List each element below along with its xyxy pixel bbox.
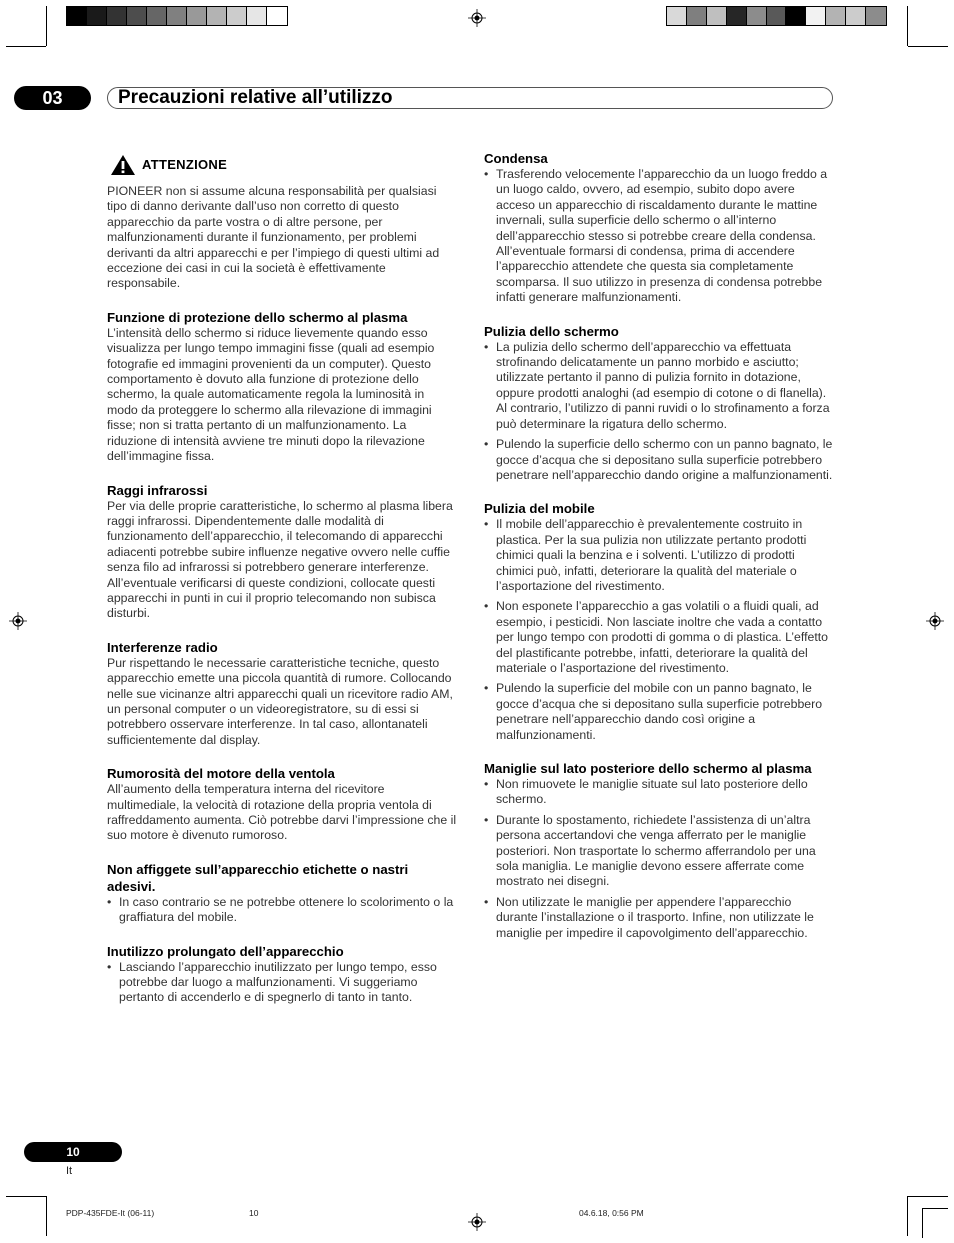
color-swatch bbox=[767, 7, 787, 25]
color-swatch bbox=[187, 7, 207, 25]
color-calibration-bar-right bbox=[666, 6, 887, 26]
list-item: • Lasciando l’apparecchio inutilizzato per lungo tempo, esso potrebbe dar luogo a malfunzionamenti. Vi suggeriamo pertanto di accenderlo e di spegnerlo di tanto in tanto. bbox=[107, 960, 457, 1006]
section-title: Non affiggete sull’apparecchio etichette o nastri adesivi. bbox=[107, 861, 409, 894]
left-column bbox=[107, 150, 457, 1023]
color-swatch bbox=[826, 7, 846, 25]
color-swatch bbox=[727, 7, 747, 25]
section-text: Per via delle proprie caratteristiche, lo schermo al plasma libera raggi infrarossi. Dipendentemente dalle modalità di funzionamento dell’apparecchio, il telecomando di apparecchi adiacenti potrebbe subire influenze negative ovvero nelle cuffie senza filo ad infrarossi si potrebbero generare interferenze. All’eventuale verificarsi di queste condizioni, collocate questi apparecchi in punti in cui il proprio telecomando non subisca disturbi. bbox=[107, 498, 453, 621]
list-item: • Il mobile dell’apparecchio è prevalentemente costruito in plastica. Per la sua pulizia non utilizzate pertanto prodotti chimici quali la benzina e i solventi. L’utilizzo di prodotti chimici può, infatti, deteriorare la qualità del materiale o l’asportazione del rivestimento. bbox=[484, 517, 834, 594]
registration-mark-icon bbox=[9, 612, 27, 630]
color-swatch bbox=[267, 7, 287, 25]
page-number-badge: 10 bbox=[24, 1142, 122, 1162]
crop-mark bbox=[46, 1196, 47, 1236]
crop-mark bbox=[907, 1196, 908, 1236]
section-radio-interference bbox=[107, 639, 457, 748]
section-screen-cleaning bbox=[484, 323, 834, 484]
section-handles bbox=[484, 760, 834, 941]
right-column bbox=[484, 150, 834, 958]
color-swatch bbox=[67, 7, 87, 25]
list-item: • Trasferendo velocemente l’apparecchio da un luogo freddo a un luogo caldo, ovvero, ad esempio, subito dopo avere acceso un apparecchio di riscaldamento durante le mattine invernali, sulla superficie dello schermo o all’interno dell’apparecchio stesso si potrebbe creare della condensa. All’eventuale formarsi di condensa, prima di accendere l’apparecchio attendete che questa sia completamente scomparsa. Il suo utilizzo in presenza di condensa potrebbe infatti generare malfunzionamenti. bbox=[484, 167, 834, 306]
print-timestamp: 04.6.18, 0:56 PM bbox=[579, 1208, 644, 1218]
section-text: L’intensità dello schermo si riduce lievemente quando esso visualizza per lungo tempo immagini fisse (quali ad esempio fotografie ed immagini provenienti da un computer). Questo comportamento è dovuto alla funzione di protezione dello schermo, la quale automaticamente regola la luminosità in modo da proteggere lo schermo alla rilevazione di immagini fisse; non si tratta pertanto di un malfunzionamento. La riduzione di intensità avviene tre minuti dopo la rilevazione dell’immagine fissa. bbox=[107, 325, 435, 464]
crop-mark bbox=[908, 1196, 948, 1197]
color-swatch bbox=[87, 7, 107, 25]
crop-mark bbox=[907, 6, 908, 46]
file-page-number: 10 bbox=[249, 1208, 259, 1218]
section-fan-noise bbox=[107, 765, 457, 844]
language-code: It bbox=[66, 1165, 73, 1177]
crop-mark bbox=[908, 46, 948, 47]
color-swatch bbox=[227, 7, 247, 25]
section-text: Pur rispettando le necessarie caratteristiche tecniche, questo apparecchio emette una piccola quantità di rumore. Collocando nelle sue vicinanze altri apparecchi quali un ricevitore radio AM, un personal computer o un videoregistratore, su di essi si potrebbero osservare interferenze. In tal caso, allontanateli sufficientemente dal display. bbox=[107, 655, 453, 747]
list-item: • Non utilizzate le maniglie per appendere l’apparecchio durante l’installazione o il trasporto. Infine, non utilizzate le maniglie per impedire il capovolgimento dell’apparecchio. bbox=[484, 895, 834, 941]
section-title: Interferenze radio bbox=[107, 639, 218, 655]
section-stickers bbox=[107, 861, 457, 926]
warning-triangle-icon bbox=[110, 154, 136, 176]
crop-mark bbox=[6, 1196, 46, 1197]
warning-text: PIONEER non si assume alcuna responsabilità per qualsiasi tipo di danno derivante dall’uso non corretto di questo apparecchio da parte vostra o di altre persone, per malfunzionamenti durante il funzionamento, per problemi derivanti da altri apparecchi e per l’impiego di questi ultimi ad eccezione dei casi in cui la società è effettivamente responsabile. bbox=[107, 184, 440, 291]
registration-mark-icon bbox=[926, 612, 944, 630]
warning-heading bbox=[110, 154, 457, 176]
section-text: All’aumento della temperatura interna del ricevitore multimediale, la velocità di rotazione della propria ventola di raffreddamento aumenta. Ciò potrebbe darvi l’impressione che il suo motore è divenuto rumoroso. bbox=[107, 782, 457, 843]
section-infrared bbox=[107, 482, 457, 622]
crop-mark bbox=[922, 1208, 923, 1238]
warning-label: ATTENZIONE bbox=[142, 157, 228, 173]
file-name: PDP-435FDE-It (06-11) bbox=[66, 1208, 155, 1218]
section-cabinet-cleaning bbox=[484, 500, 834, 743]
color-swatch bbox=[687, 7, 707, 25]
color-swatch bbox=[747, 7, 767, 25]
list-item: • Durante lo spostamento, richiedete l’assistenza di un’altra persona accertandovi che venga afferrato per le maniglie posteriori. Non trasportate lo schermo afferrandolo per una sola maniglia. Le maniglie devono essere afferrate come mostrato nei disegni. bbox=[484, 813, 834, 890]
registration-mark-icon bbox=[468, 1213, 486, 1231]
section-unused bbox=[107, 943, 457, 1006]
page-title: Precauzioni relative all’utilizzo bbox=[118, 87, 393, 108]
color-swatch bbox=[247, 7, 267, 25]
color-swatch bbox=[147, 7, 167, 25]
section-title: Pulizia dello schermo bbox=[484, 323, 619, 339]
color-swatch bbox=[786, 7, 806, 25]
chapter-number-badge: 03 bbox=[14, 86, 91, 110]
color-swatch bbox=[667, 7, 687, 25]
color-swatch bbox=[806, 7, 826, 25]
section-title: Inutilizzo prolungato dell’apparecchio bbox=[107, 943, 344, 959]
color-swatch bbox=[866, 7, 886, 25]
color-swatch bbox=[207, 7, 227, 25]
section-screen-protection bbox=[107, 309, 457, 465]
section-title: Pulizia del mobile bbox=[484, 501, 595, 517]
list-item: • La pulizia dello schermo dell’apparecchio va effettuata strofinando delicatamente un panno morbido e asciutto; utilizzate pertanto il panno di pulizia fornito in dotazione, oppure prodotti analoghi (ad esempio di cotone o di flanella). Al contrario, l’utilizzo di panni ruvidi o lo strofinamento a forza può determinare la rigatura dello schermo. bbox=[484, 340, 834, 432]
list-item: • Pulendo la superficie dello schermo con un panno bagnato, le gocce d’acqua che si depositano sulla superficie potrebbero penetrare nell’apparecchio dando origine a malfunzionamenti. bbox=[484, 437, 834, 483]
section-title: Rumorosità del motore della ventola bbox=[107, 766, 335, 782]
list-item: • In caso contrario se ne potrebbe ottenere lo scolorimento o la graffiatura del mobile. bbox=[107, 895, 457, 926]
section-condensation bbox=[484, 150, 834, 306]
list-item: • Non rimuovete le maniglie situate sul lato posteriore dello schermo. bbox=[484, 777, 834, 808]
section-title: Maniglie sul lato posteriore dello schermo al plasma bbox=[484, 761, 812, 776]
color-calibration-bar-left bbox=[66, 6, 288, 26]
list-item: • Non esponete l’apparecchio a gas volatili o a fluidi quali, ad esempio, i pesticidi. Non lasciate inoltre che vada a contatto per lungo tempo con prodotti di gomma o di plastica. L’effetto del plastificante potrebbe, infatti, deteriorare la qualità del materiale o l’asportazione del rivestimento. bbox=[484, 599, 834, 676]
section-title: Condensa bbox=[484, 151, 548, 166]
color-swatch bbox=[107, 7, 127, 25]
color-swatch bbox=[167, 7, 187, 25]
section-title: Raggi infrarossi bbox=[107, 482, 208, 498]
crop-mark bbox=[46, 6, 47, 46]
section-title: Funzione di protezione dello schermo al plasma bbox=[107, 309, 408, 325]
color-swatch bbox=[127, 7, 147, 25]
crop-mark bbox=[922, 1208, 948, 1209]
crop-mark bbox=[6, 46, 46, 47]
registration-mark-icon bbox=[468, 9, 486, 27]
list-item: • Pulendo la superficie del mobile con un panno bagnato, le gocce d’acqua che si depositano sulla superficie potrebbero penetrare nell’apparecchio dando così origine a malfunzionamenti. bbox=[484, 681, 834, 743]
color-swatch bbox=[707, 7, 727, 25]
color-swatch bbox=[846, 7, 866, 25]
